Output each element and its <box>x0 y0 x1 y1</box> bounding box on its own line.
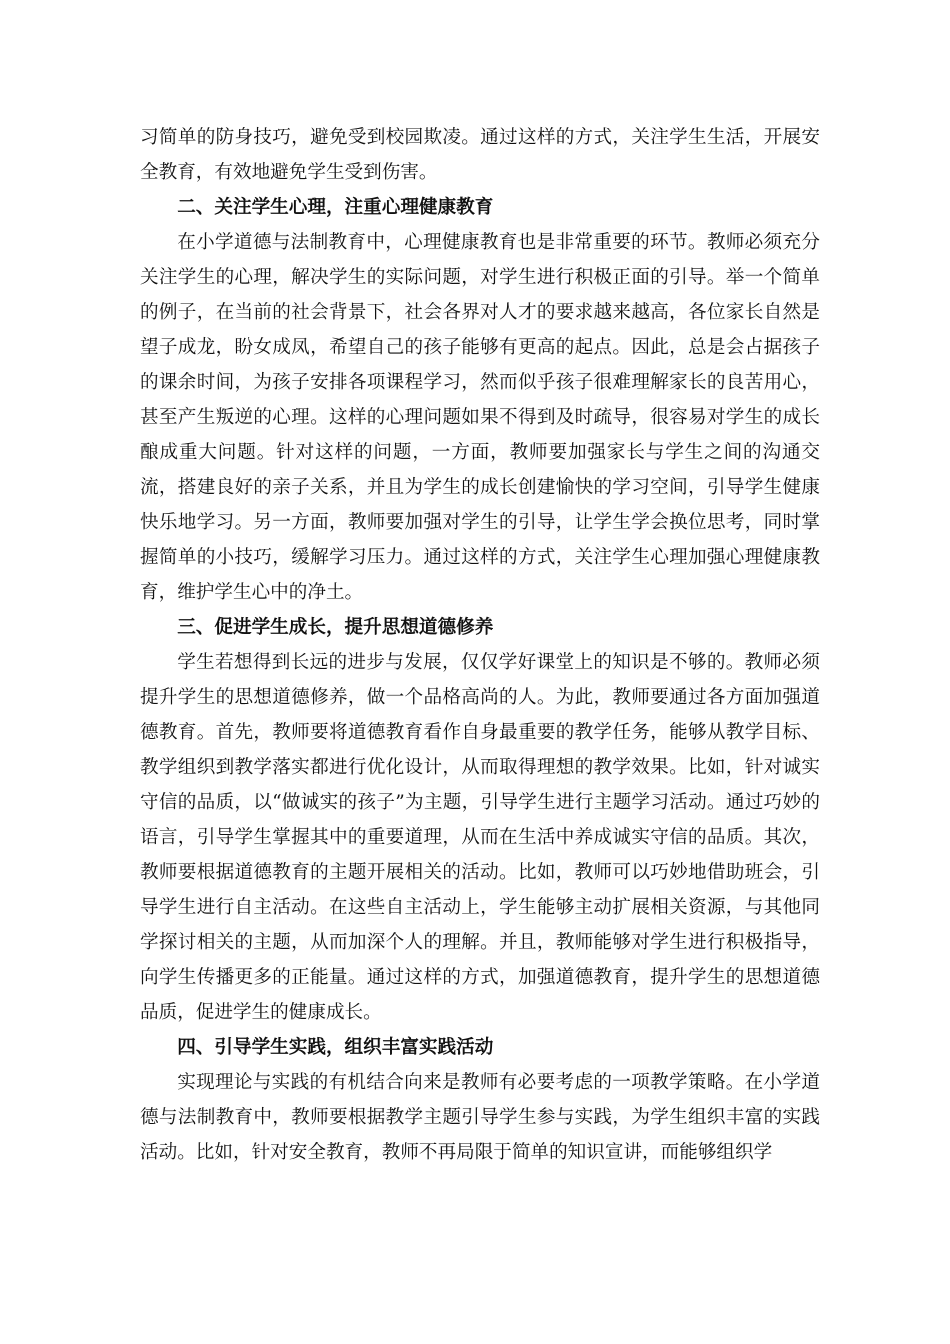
section-heading-3: 三、促进学生成长，提升思想道德修养 <box>177 617 494 638</box>
paragraph-mental-health: 在小学道德与法制教育中，心理健康教育也是非常重要的环节。教师必须充分关注学生的心理，解决学生的实际问题，对学生进行积极正面的引导。举一个简单的例子，在当前的社会背景下，社会各界对人才的要求越来越高，各位家长自然是望子成龙，盼女成凤，希望自己的孩子能够有更高的起点。因此，总是会占据孩子的课余时间，为孩子安排各项课程学习，然而似乎孩子很难理解家长的良苦用心，甚至产生叛逆的心理。这样的心理问题如果不得到及时疏导，很容易对学生的成长酿成重大问题。针对这样的问题，一方面，教师要加强家长与学生之间的沟通交流，搭建良好的亲子关系，并且为学生的成长创建愉快的学习空间，引导学生健康快乐地学习。另一方面，教师要加强对学生的引导，让学生学会换位思考，同时掌握简单的小技巧，缓解学习压力。通过这样的方式，关注学生心理加强心理健康教育，维护学生心中的净土。 <box>140 232 820 603</box>
paragraph-practice-activities: 实现理论与实践的有机结合向来是教师有必要考虑的一项教学策略。在小学道德与法制教育中，教师要根据教学主题引导学生参与实践，为学生组织丰富的实践活动。比如，针对安全教育，教师不再局限于简单的知识宣讲，而能够组织学 <box>140 1072 820 1163</box>
section-heading-2: 二、关注学生心理，注重心理健康教育 <box>177 197 494 218</box>
paragraph-safety-conclusion: 习简单的防身技巧，避免受到校园欺凌。通过这样的方式，关注学生生活，开展安全教育，有效地避免学生受到伤害。 <box>140 127 820 183</box>
section-heading-4: 四、引导学生实践，组织丰富实践活动 <box>177 1037 494 1058</box>
document-page <box>140 120 820 1170</box>
paragraph-moral-growth: 学生若想得到长远的进步与发展，仅仅学好课堂上的知识是不够的。教师必须提升学生的思想道德修养，做一个品格高尚的人。为此，教师要通过各方面加强道德教育。首先，教师要将道德教育看作自身最重要的教学任务，能够从教学目标、教学组织到教学落实都进行优化设计，从而取得理想的教学效果。比如，针对诚实守信的品质，以“做诚实的孩子”为主题，引导学生进行主题学习活动。通过巧妙的语言，引导学生掌握其中的重要道理，从而在生活中养成诚实守信的品质。其次，教师要根据道德教育的主题开展相关的活动。比如，教师可以巧妙地借助班会，引导学生进行自主活动。在这些自主活动上，学生能够主动扩展相关资源，与其他同学探讨相关的主题，从而加深个人的理解。并且，教师能够对学生进行积极指导，向学生传播更多的正能量。通过这样的方式，加强道德教育，提升学生的思想道德品质，促进学生的健康成长。 <box>140 652 820 1023</box>
